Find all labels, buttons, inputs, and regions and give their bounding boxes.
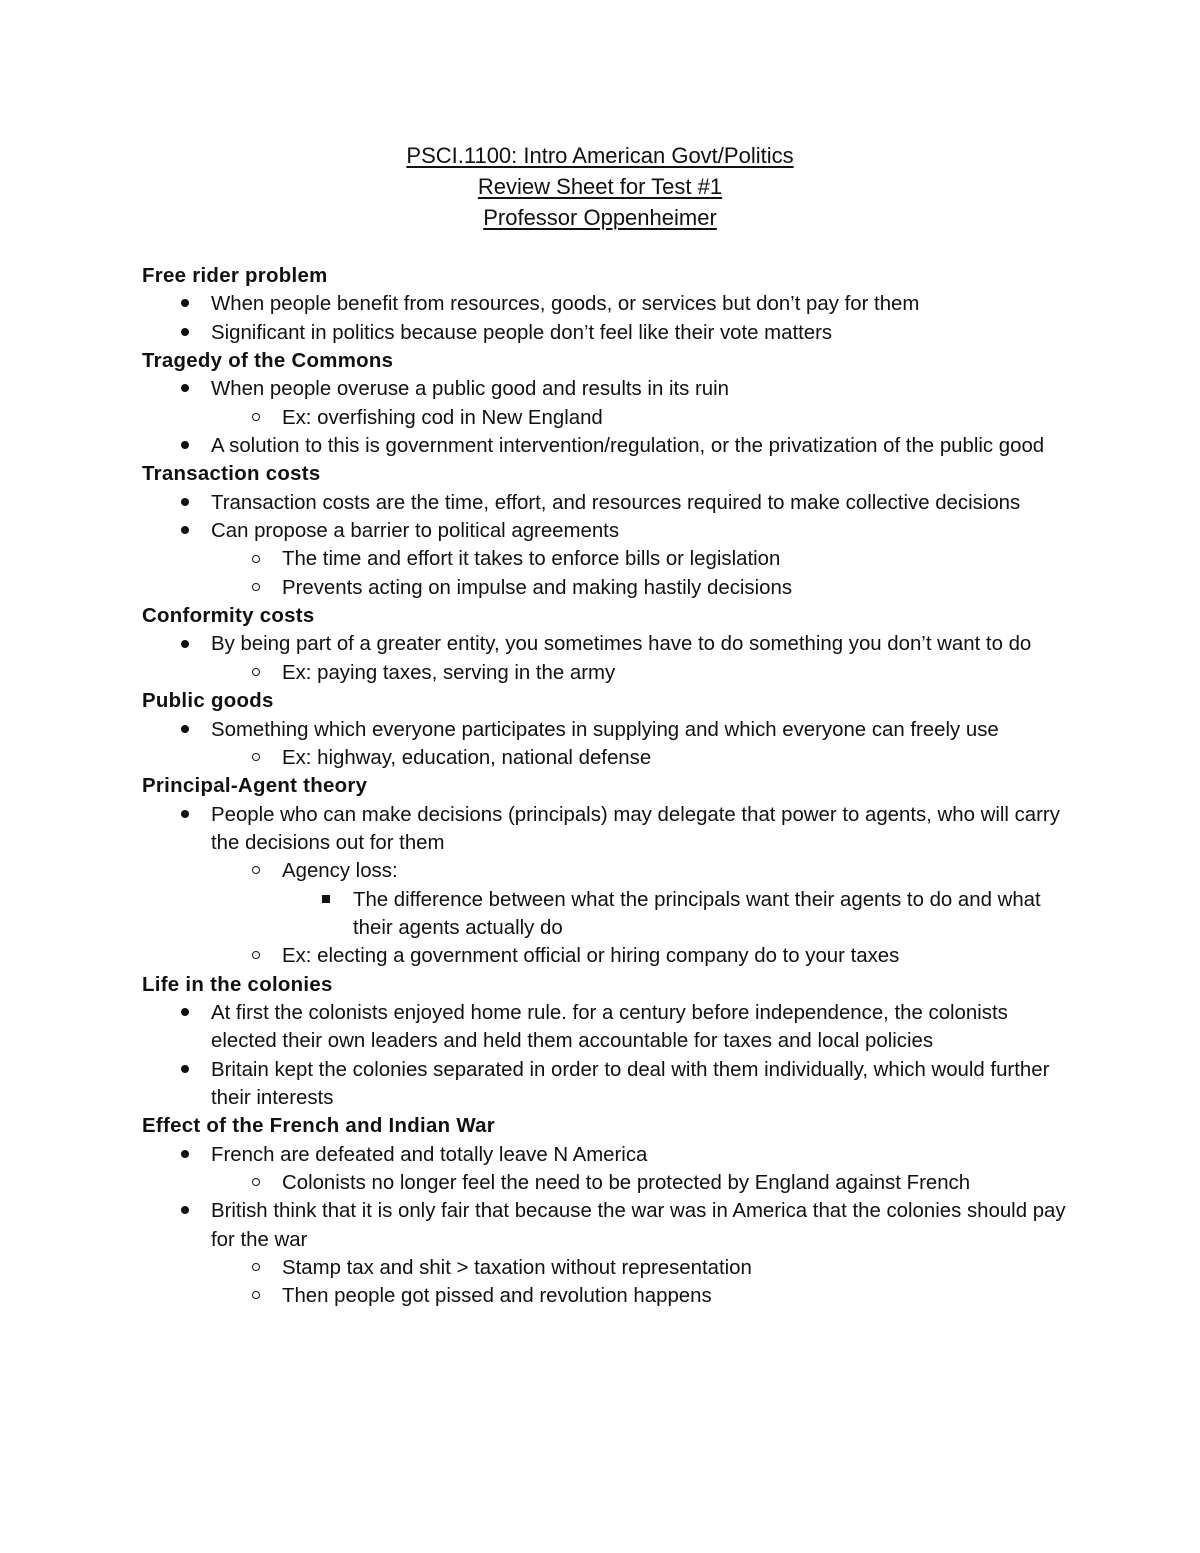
list-item (142, 716, 1072, 744)
bullet-square-icon (316, 886, 336, 914)
section-title: Principal-Agent theory (142, 775, 368, 798)
section-title: Transaction costs (142, 463, 321, 486)
list-item-text: People who can make decisions (principals) may delegate that power to agents, who will carry the decisions out for them (211, 803, 1060, 854)
bullet-circle-icon (246, 744, 266, 772)
bullet-disc-icon (175, 432, 195, 460)
section (142, 687, 1072, 772)
bullet-circle-icon (246, 659, 266, 687)
section (142, 262, 1072, 347)
list-item (142, 1282, 1072, 1310)
review-content (142, 262, 1072, 1311)
list-item (142, 517, 1072, 545)
bullet-circle-icon (246, 1169, 266, 1197)
list-item (142, 659, 1072, 687)
bullet-circle-icon (246, 942, 266, 970)
list-item-text: Stamp tax and shit > taxation without representation (282, 1257, 752, 1280)
section-title: Tragedy of the Commons (142, 350, 394, 373)
bullet-disc-icon (175, 1197, 195, 1225)
section-title: Effect of the French and Indian War (142, 1115, 496, 1138)
course-title: PSCI.1100: Intro American Govt/Politics (406, 143, 794, 168)
bullet-disc-icon (175, 1141, 195, 1169)
bullet-disc-icon (175, 630, 195, 658)
section (142, 1112, 1072, 1310)
list-item (142, 574, 1072, 602)
bullet-disc-icon (175, 999, 195, 1027)
bullet-disc-icon (175, 290, 195, 318)
section (142, 772, 1072, 970)
list-item-text: When people benefit from resources, goods, or services but don’t pay for them (211, 293, 920, 316)
list-item (142, 886, 1072, 943)
list-item (142, 857, 1072, 885)
bullet-disc-icon (175, 489, 195, 517)
list-item (142, 1056, 1072, 1113)
list-item-text: Ex: electing a government official or hiring company do to your taxes (282, 945, 900, 968)
list-item-text: At first the colonists enjoyed home rule. for a century before independence, the colonists elected their own leaders and held them accountable for taxes and local policies (211, 1001, 1008, 1053)
list-item (142, 489, 1072, 517)
list-item (142, 319, 1072, 347)
bullet-disc-icon (175, 801, 195, 829)
list-item-text: Colonists no longer feel the need to be protected by England against French (282, 1172, 971, 1194)
list-item (142, 1197, 1072, 1254)
list-item (142, 801, 1072, 858)
section (142, 460, 1072, 602)
list-item-text: Something which everyone participates in supplying and which everyone can freely use (211, 718, 999, 741)
bullet-disc-icon (175, 517, 195, 545)
list-item-text: Significant in politics because people don’t feel like their vote matters (211, 321, 833, 344)
list-item (142, 744, 1072, 772)
list-item (142, 432, 1072, 460)
bullet-circle-icon (246, 857, 266, 885)
section-title: Free rider problem (142, 265, 328, 287)
list-item-text: Ex: highway, education, national defense (282, 746, 652, 769)
list-item (142, 375, 1072, 403)
bullet-circle-icon (246, 1254, 266, 1282)
list-item-text: Prevents acting on impulse and making hastily decisions (282, 576, 793, 599)
list-item-text: Can propose a barrier to political agreements (211, 520, 620, 543)
list-item (142, 1141, 1072, 1169)
list-item-text: Britain kept the colonies separated in order to deal with them individually, which would further their interests (211, 1058, 1050, 1109)
professor-name: Professor Oppenheimer (483, 205, 717, 230)
list-item-text: Ex: paying taxes, serving in the army (282, 661, 616, 684)
list-item (142, 1254, 1072, 1282)
list-item-text: When people overuse a public good and results in its ruin (211, 378, 730, 401)
section-title: Conformity costs (142, 605, 315, 628)
section-title: Life in the colonies (142, 973, 333, 996)
bullet-circle-icon (246, 545, 266, 573)
list-item-text: British think that it is only fair that because the war was in America that the colonies should pay for the war (211, 1200, 1066, 1251)
list-item-text: A solution to this is government intervention/regulation, or the privatization of the public good (211, 435, 1045, 458)
list-item (142, 545, 1072, 573)
bullet-circle-icon (246, 404, 266, 432)
document-header (0, 140, 1200, 233)
list-item-text: Then people got pissed and revolution happens (282, 1285, 712, 1308)
section (142, 971, 1072, 1113)
section (142, 347, 1072, 460)
list-item (142, 290, 1072, 318)
list-item-text: Transaction costs are the time, effort, and resources required to make collective decisions (211, 491, 1021, 514)
list-item-text: Ex: overfishing cod in New England (282, 406, 603, 429)
section-title: Public goods (142, 690, 274, 713)
bullet-disc-icon (175, 319, 195, 347)
list-item-text: French are defeated and totally leave N America (211, 1143, 648, 1166)
section (142, 602, 1072, 687)
bullet-disc-icon (175, 375, 195, 403)
list-item (142, 1169, 1072, 1197)
list-item-text: Agency loss: (282, 860, 398, 883)
bullet-disc-icon (175, 1056, 195, 1084)
list-item (142, 630, 1072, 658)
list-item (142, 999, 1072, 1056)
list-item-text: By being part of a greater entity, you sometimes have to do something you don’t want to do (211, 633, 1032, 656)
bullet-circle-icon (246, 574, 266, 602)
list-item (142, 404, 1072, 432)
bullet-circle-icon (246, 1282, 266, 1310)
bullet-disc-icon (175, 716, 195, 744)
list-item-text: The time and effort it takes to enforce bills or legislation (282, 548, 781, 571)
list-item-text: The difference between what the principals want their agents to do and what their agents actually do (353, 888, 1041, 939)
sheet-subtitle: Review Sheet for Test #1 (477, 174, 723, 199)
list-item (142, 942, 1072, 970)
